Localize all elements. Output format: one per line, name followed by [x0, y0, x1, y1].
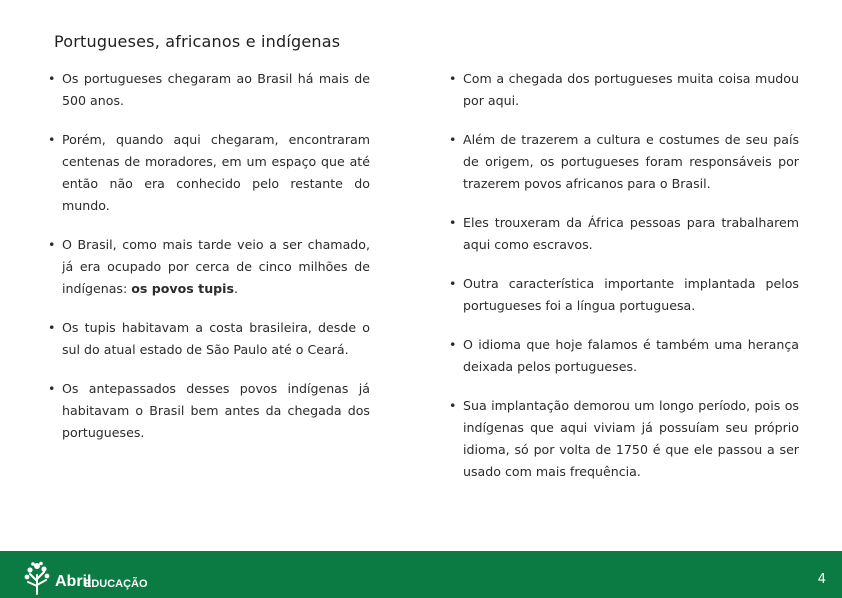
- brand-name: Abril: [55, 573, 92, 590]
- list-item: • Os portugueses chegaram ao Brasil há mais de 500 anos.: [46, 68, 370, 112]
- list-item: • O idioma que hoje falamos é também uma herança deixada pelos portugueses.: [447, 334, 799, 378]
- list-item: • Os tupis habitavam a costa brasileira, desde o sul do atual estado de São Paulo até o Ceará.: [46, 317, 370, 361]
- tree-icon: [22, 561, 52, 595]
- left-bullet-list: [46, 68, 370, 444]
- list-item: • Com a chegada dos portugueses muita coisa mudou por aqui.: [447, 68, 799, 112]
- list-item: • Os antepassados desses povos indígenas já habitavam o Brasil bem antes da chegada dos portugueses.: [46, 378, 370, 444]
- brand-subtitle: EDUCAÇÃO: [84, 578, 148, 590]
- footer-bar: [0, 551, 842, 598]
- list-item: • Outra característica importante implantada pelos portugueses foi a língua portuguesa.: [447, 273, 799, 317]
- right-bullet-list: [447, 68, 799, 483]
- list-item: • Além de trazerem a cultura e costumes de seu país de origem, os portugueses foram responsáveis por trazerem povos africanos para o Brasil.: [447, 129, 799, 195]
- emphasis-text: os povos tupis: [131, 281, 234, 296]
- list-item: • Eles trouxeram da África pessoas para trabalharem aqui como escravos.: [447, 212, 799, 256]
- list-item: • O Brasil, como mais tarde veio a ser chamado, já era ocupado por cerca de cinco milhões de indígenas: os povos tupis.: [46, 234, 370, 300]
- list-item: • Porém, quando aqui chegaram, encontraram centenas de moradores, em um espaço que até então não era conhecido pelo restante do mundo.: [46, 129, 370, 217]
- page-title: Portugueses, africanos e indígenas: [54, 32, 341, 51]
- list-item: • Sua implantação demorou um longo período, pois os indígenas que aqui viviam já possuíam seu próprio idioma, só por volta de 1750 é que ele passou a ser usado com mais frequência.: [447, 395, 799, 483]
- publisher-logo: [22, 561, 152, 595]
- page-number: 4: [817, 572, 826, 587]
